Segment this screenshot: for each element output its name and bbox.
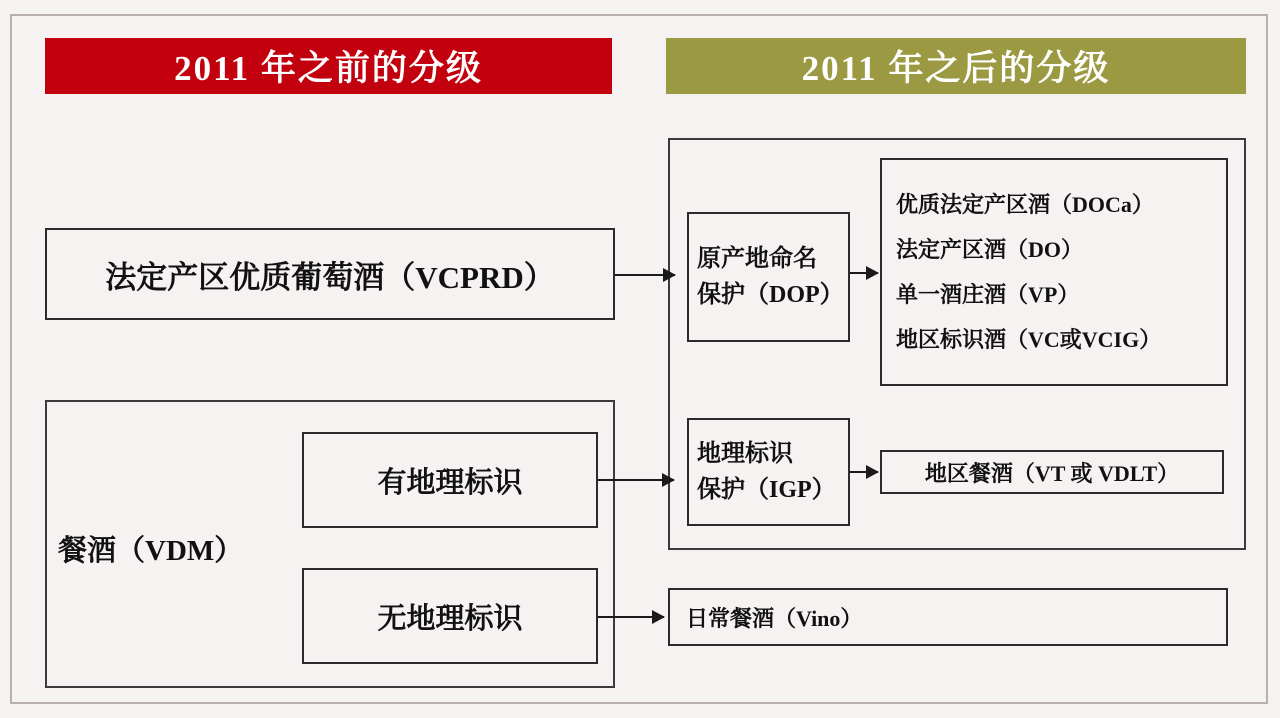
box-dop-line2: 保护（DOP） xyxy=(697,282,844,308)
arrow-vcprd-to-dop xyxy=(615,274,675,276)
box-vino: 日常餐酒（Vino） xyxy=(668,588,1228,646)
box-vcprd: 法定产区优质葡萄酒（VCPRD） xyxy=(45,228,615,320)
header-banner-after-2011: 2011 年之后的分级 xyxy=(666,38,1246,94)
box-igp xyxy=(687,418,850,526)
header-banner-before-2011: 2011 年之前的分级 xyxy=(45,38,612,94)
label-vdm: 餐酒（VDM） xyxy=(58,534,244,567)
arrow-without-gi-to-vino xyxy=(598,616,664,618)
box-igp-line2: 保护（IGP） xyxy=(697,477,836,503)
box-igp-line1: 地理标识 xyxy=(697,441,793,467)
box-dop-categories xyxy=(880,158,1228,386)
box-with-geographic-indication: 有地理标识 xyxy=(302,432,598,528)
arrow-with-gi-to-igp xyxy=(598,479,674,481)
box-igp-category: 地区餐酒（VT 或 VDLT） xyxy=(880,450,1224,494)
box-dop xyxy=(687,212,850,342)
box-dop-line1: 原产地命名 xyxy=(697,246,817,272)
dop-category-1: 优质法定产区酒（DOCa） xyxy=(896,191,1154,217)
dop-category-4: 地区标识酒（VC或VCIG） xyxy=(896,327,1162,353)
dop-category-3: 单一酒庄酒（VP） xyxy=(896,282,1080,307)
arrow-dop-to-categories xyxy=(850,272,878,274)
dop-category-2: 法定产区酒（DO） xyxy=(896,236,1084,262)
arrow-igp-to-category xyxy=(850,471,878,473)
box-without-geographic-indication: 无地理标识 xyxy=(302,568,598,664)
